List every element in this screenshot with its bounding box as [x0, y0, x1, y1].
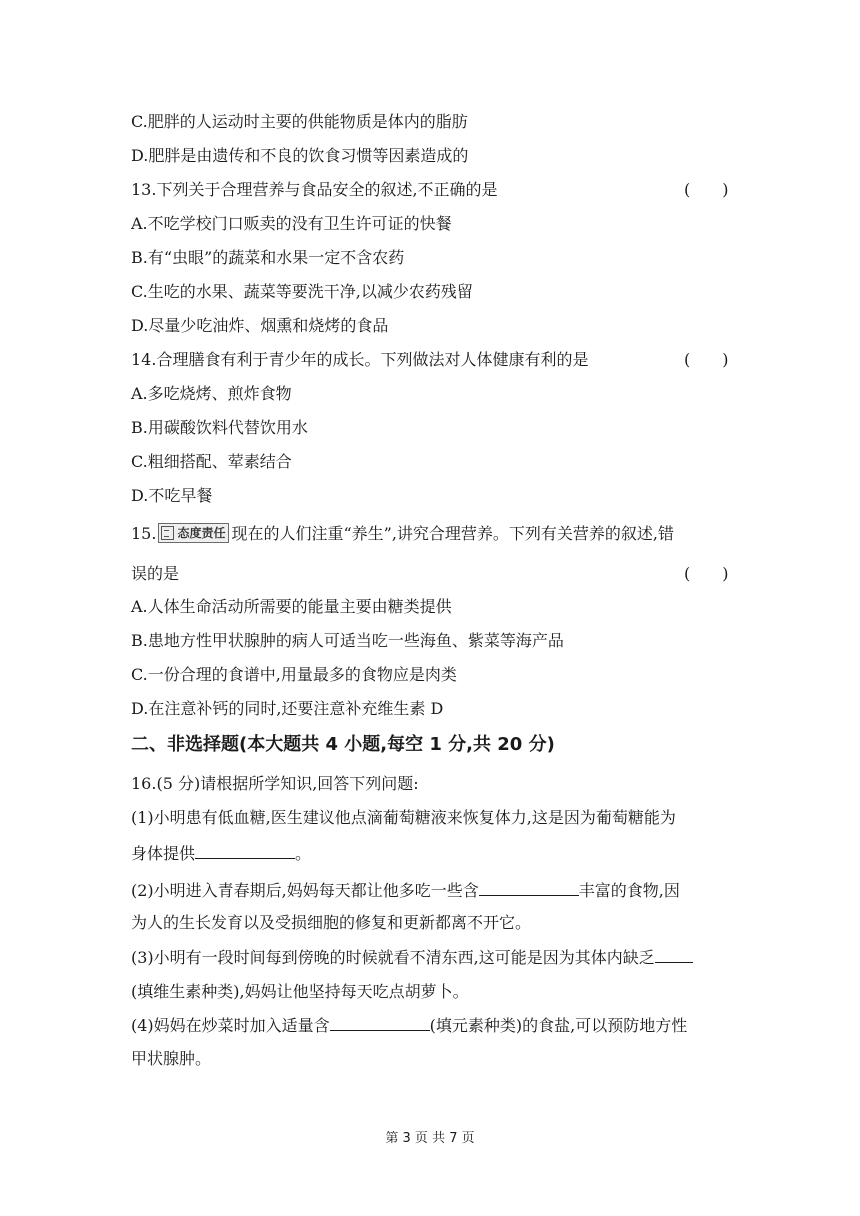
question-15-option-b: B.患地方性甲状腺肿的病人可适当吃一些海鱼、紫菜等海产品: [131, 631, 564, 650]
attitude-badge: [158, 523, 229, 543]
question-16-part-4-cont: 甲状腺肿。: [131, 1049, 212, 1068]
question-15-number: 15.: [131, 524, 157, 543]
answer-blank-3[interactable]: [655, 948, 693, 963]
book-icon: [161, 526, 174, 540]
answer-blank-4[interactable]: [330, 1016, 430, 1031]
question-15-option-d: D.在注意补钙的同时,还要注意补充维生素 D: [131, 699, 444, 718]
answer-blank-1[interactable]: [195, 844, 295, 859]
part-2-prefix: (2)小明进入青春期后,妈妈每天都让他多吃一些含: [131, 881, 479, 900]
question-15-option-a: A.人体生命活动所需要的能量主要由糖类提供: [131, 597, 452, 616]
question-15-stem: [131, 524, 674, 545]
question-14-option-a: A.多吃烧烤、煎炸食物: [131, 384, 292, 403]
question-15-text: 现在的人们注重“养生”,讲究合理营养。下列有关营养的叙述,错: [231, 524, 675, 543]
question-14-answer-paren: ( ): [684, 350, 729, 369]
part-4-suffix: (填元素种类)的食盐,可以预防地方性: [429, 1016, 688, 1035]
question-13-option-b: B.有“虫眼”的蔬菜和水果一定不含农药: [131, 248, 405, 267]
badge-label: 态度责任: [177, 525, 226, 540]
question-16-part-4: [131, 1016, 687, 1036]
question-14-stem: 14.合理膳食有利于青少年的成长。下列做法对人体健康有利的是: [131, 350, 589, 369]
question-16-part-3-cont: (填维生素种类),妈妈让他坚持每天吃点胡萝卜。: [131, 982, 469, 1001]
part-3-prefix: (3)小明有一段时间每到傍晚的时候就看不清东西,这可能是因为其体内缺乏: [131, 948, 655, 967]
answer-blank-2[interactable]: [479, 881, 579, 896]
question-15-stem-cont: 误的是: [131, 564, 180, 583]
question-16-part-1: (1)小明患有低血糖,医生建议他点滴葡萄糖液来恢复体力,这是因为葡萄糖能为: [131, 808, 676, 827]
option-c-prev: C.肥胖的人运动时主要的供能物质是体内的脂肪: [131, 112, 468, 131]
question-16-part-3: [131, 948, 693, 968]
section-heading: 二、非选择题(本大题共 4 小题,每空 1 分,共 20 分): [131, 734, 555, 755]
part-1-prefix: 身体提供: [131, 844, 196, 863]
part-1-suffix: 。: [295, 844, 312, 863]
question-13-stem: 13.下列关于合理营养与食品安全的叙述,不正确的是: [131, 180, 498, 199]
question-14-option-c: C.粗细搭配、荤素结合: [131, 452, 292, 471]
question-15-answer-paren: ( ): [684, 564, 729, 583]
question-14-option-d: D.不吃早餐: [131, 486, 213, 505]
question-16-part-2-cont: 为人的生长发育以及受损细胞的修复和更新都离不开它。: [131, 913, 532, 932]
question-13-answer-paren: ( ): [684, 180, 729, 199]
question-16-stem: 16.(5 分)请根据所学知识,回答下列问题:: [131, 774, 419, 793]
question-13-option-c: C.生吃的水果、蔬菜等要洗干净,以减少农药残留: [131, 282, 473, 301]
question-14-option-b: B.用碳酸饮料代替饮用水: [131, 418, 308, 437]
part-2-suffix: 丰富的食物,因: [578, 881, 680, 900]
question-15-option-c: C.一份合理的食谱中,用量最多的食物应是肉类: [131, 665, 457, 684]
question-16-part-1-cont: [131, 844, 311, 864]
part-4-prefix: (4)妈妈在炒菜时加入适量含: [131, 1016, 330, 1035]
question-13-option-a: A.不吃学校门口贩卖的没有卫生许可证的快餐: [131, 214, 452, 233]
option-d-prev: D.肥胖是由遗传和不良的饮食习惯等因素造成的: [131, 146, 469, 165]
question-13-option-d: D.尽量少吃油炸、烟熏和烧烤的食品: [131, 316, 389, 335]
page-footer: 第 3 页 共 7 页: [385, 1131, 475, 1146]
question-16-part-2: [131, 881, 680, 901]
